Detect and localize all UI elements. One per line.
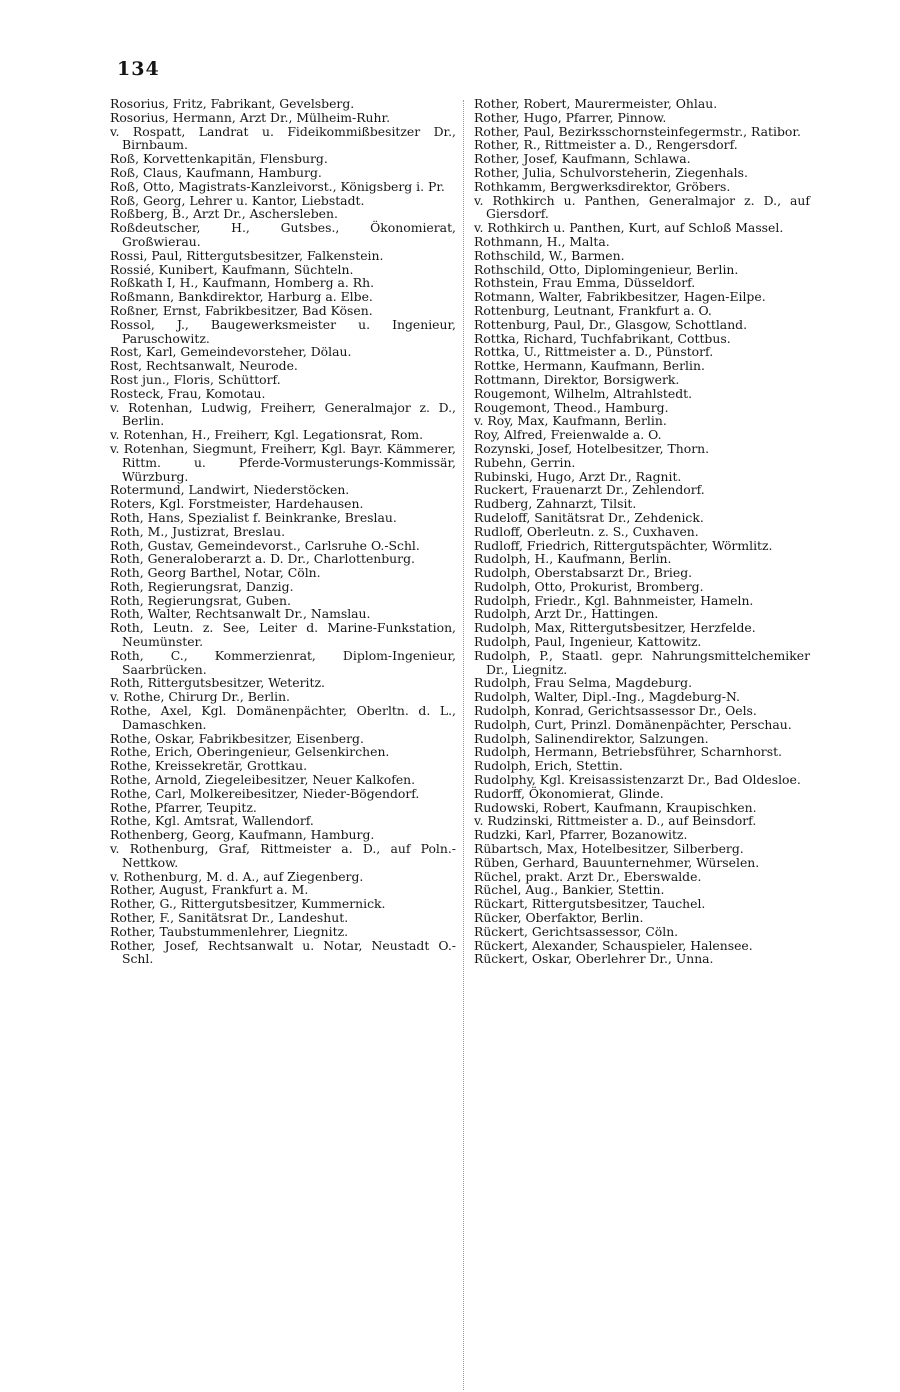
directory-entry: Rossol, J., Baugewerksmeister u. Ingenieur, Paruschowitz. — [110, 316, 456, 346]
directory-entry: Rudolph, Curt, Prinzl. Domänenpächter, Perschau. — [474, 716, 792, 732]
directory-entry: Rother, Taubstummenlehrer, Liegnitz. — [110, 923, 349, 939]
directory-entry: Rudolph, H., Kaufmann, Berlin. — [474, 551, 672, 567]
directory-entry: Roßberg, B., Arzt Dr., Aschersleben. — [110, 206, 338, 222]
directory-entry: Rother, Josef, Rechtsanwalt u. Notar, Neustadt O.-Schl. — [110, 937, 456, 967]
directory-entry: Roßkath I, H., Kaufmann, Homberg a. Rh. — [110, 275, 375, 291]
directory-entry: Rothschild, Otto, Diplomingenieur, Berlin. — [474, 261, 739, 277]
directory-entry: Rotermund, Landwirt, Niederstöcken. — [110, 482, 350, 498]
directory-entry: Rückert, Oskar, Oberlehrer Dr., Unna. — [474, 951, 714, 967]
directory-entry: v. Roy, Max, Kaufmann, Berlin. — [474, 413, 667, 429]
directory-entry: Rubehn, Gerrin. — [474, 454, 576, 470]
directory-entry: Rückert, Alexander, Schauspieler, Halensee. — [474, 937, 753, 953]
directory-entry: Roth, M., Justizrat, Breslau. — [110, 523, 286, 539]
directory-entry: v. Rospatt, Landrat u. Fideikommißbesitzer Dr., Birnbaum. — [110, 123, 456, 153]
directory-entry: Rother, Paul, Bezirksschornsteinfegermstr., Ratibor. — [474, 123, 801, 139]
directory-entry: Rossi, Paul, Rittergutsbesitzer, Falkenstein. — [110, 247, 384, 263]
directory-entry: Rotmann, Walter, Fabrikbesitzer, Hagen-Eilpe. — [474, 289, 766, 305]
directory-entry: v. Rothe, Chirurg Dr., Berlin. — [110, 689, 291, 705]
directory-entry: Rougemont, Wilhelm, Altrahlstedt. — [474, 385, 693, 401]
directory-entry: Rother, Hugo, Pfarrer, Pinnow. — [474, 109, 667, 125]
directory-entry: Rost, Karl, Gemeindevorsteher, Dölau. — [110, 344, 352, 360]
directory-entry: Rother, G., Rittergutsbesitzer, Kummernick. — [110, 896, 386, 912]
directory-entry: Rudzki, Karl, Pfarrer, Bozanowitz. — [474, 827, 688, 843]
directory-entry: Rother, F., Sanitätsrat Dr., Landeshut. — [110, 910, 349, 926]
directory-entry: Rothe, Erich, Oberingenieur, Gelsenkirchen. — [110, 744, 390, 760]
directory-entry: Rudloff, Friedrich, Rittergutspächter, Wörmlitz. — [474, 537, 773, 553]
directory-entry: Rüben, Gerhard, Bauunternehmer, Würselen. — [474, 854, 760, 870]
directory-entry: v. Rotenhan, Ludwig, Freiherr, Generalmajor z. D., Berlin. — [110, 399, 456, 429]
directory-entry: Rüchel, Aug., Bankier, Stettin. — [474, 882, 665, 898]
directory-entry: Roth, Rittergutsbesitzer, Weteritz. — [110, 675, 325, 691]
directory-entry: Roßmann, Bankdirektor, Harburg a. Elbe. — [110, 289, 373, 305]
directory-entry: Rosteck, Frau, Komotau. — [110, 385, 266, 401]
directory-entry: Rudolph, Arzt Dr., Hattingen. — [474, 606, 659, 622]
directory-entry: Rothstein, Frau Emma, Düsseldorf. — [474, 275, 696, 291]
directory-entry: Rückert, Gerichtsassessor, Cöln. — [474, 923, 679, 939]
directory-entry: Roth, Walter, Rechtsanwalt Dr., Namslau. — [110, 606, 371, 622]
directory-entry: Roßner, Ernst, Fabrikbesitzer, Bad Kösen. — [110, 302, 373, 318]
directory-entry: Rudolph, Oberstabsarzt Dr., Brieg. — [474, 565, 693, 581]
directory-entry: Rozynski, Josef, Hotelbesitzer, Thorn. — [474, 440, 710, 456]
directory-entry: Rudolph, Hermann, Betriebsführer, Scharnhorst. — [474, 744, 782, 760]
directory-entry: Rothe, Carl, Molkereibesitzer, Nieder-Bögendorf. — [110, 785, 420, 801]
directory-entry: v. Rothenburg, M. d. A., auf Ziegenberg. — [110, 868, 364, 884]
directory-entry: Roth, Gustav, Gemeindevorst., Carlsruhe O.-Schl. — [110, 537, 420, 553]
directory-entry: Roß, Korvettenkapitän, Flensburg. — [110, 151, 328, 167]
directory-entry: Rougemont, Theod., Hamburg. — [474, 399, 669, 415]
column-divider — [463, 100, 465, 1390]
directory-entry: Rübartsch, Max, Hotelbesitzer, Silberberg. — [474, 841, 744, 857]
directory-entry: Rudolph, Max, Rittergutsbesitzer, Herzfelde. — [474, 620, 756, 636]
directory-entry: v. Rotenhan, H., Freiherr, Kgl. Legationsrat, Rom. — [110, 427, 424, 443]
directory-entry: Rother, Robert, Maurermeister, Ohlau. — [474, 96, 718, 111]
directory-entry: Rother, Josef, Kaufmann, Schlawa. — [474, 151, 691, 167]
directory-entry: Roßdeutscher, H., Gutsbes., Ökonomierat, Großwierau. — [110, 220, 456, 249]
directory-entry: Rothe, Oskar, Fabrikbesitzer, Eisenberg. — [110, 730, 364, 746]
directory-entry: Rottenburg, Paul, Dr., Glasgow, Schottland. — [474, 316, 748, 332]
directory-entry: Rothe, Pfarrer, Teupitz. — [110, 799, 257, 815]
directory-entry: v. Rothenburg, Graf, Rittmeister a. D., auf Poln.-Nettkow. — [110, 841, 456, 870]
left-column — [110, 97, 456, 966]
directory-entry: Rudeloff, Sanitätsrat Dr., Zehdenick. — [474, 509, 704, 525]
page-number: 134 — [117, 58, 160, 80]
directory-entry: Roth, C., Kommerzienrat, Diplom-Ingenieur, Saarbrücken. — [110, 647, 456, 677]
directory-entry: Roß, Otto, Magistrats-Kanzleivorst., Königsberg i. Pr. — [110, 178, 445, 194]
directory-entry: Roß, Claus, Kaufmann, Hamburg. — [110, 164, 322, 180]
directory-entry: Rudolph, P., Staatl. gepr. Nahrungsmittelchemiker Dr., Liegnitz. — [474, 647, 810, 677]
directory-entry: Rudorff, Ökonomierat, Glinde. — [474, 785, 664, 801]
directory-entry: Rudolph, Walter, Dipl.-Ing., Magdeburg-N. — [474, 689, 740, 705]
directory-entry: Roth, Regierungsrat, Danzig. — [110, 578, 294, 594]
directory-entry: v. Rothkirch u. Panthen, Kurt, auf Schloß Massel. — [474, 220, 784, 236]
directory-entry: Roth, Leutn. z. See, Leiter d. Marine-Funkstation, Neumünster. — [110, 620, 456, 650]
directory-entry: Rudloff, Oberleutn. z. S., Cuxhaven. — [474, 523, 699, 539]
directory-entry: Rottenburg, Leutnant, Frankfurt a. O. — [474, 302, 712, 318]
directory-entry: Rottke, Hermann, Kaufmann, Berlin. — [474, 358, 705, 374]
directory-entry: v. Rotenhan, Siegmunt, Freiherr, Kgl. Bayr. Kämmerer, Rittm. u. Pferde-Vormusterungs-Kommissär, Würzburg. — [110, 440, 456, 484]
directory-entry: v. Rothkirch u. Panthen, Generalmajor z. D., auf Giersdorf. — [474, 192, 810, 222]
directory-entry: Rosorius, Hermann, Arzt Dr., Mülheim-Ruhr. — [110, 109, 391, 125]
directory-entry: Rudolphy, Kgl. Kreisassistenzarzt Dr., Bad Oldesloe. — [474, 772, 801, 788]
directory-entry: Rothe, Arnold, Ziegeleibesitzer, Neuer Kalkofen. — [110, 772, 416, 788]
directory-entry: Roters, Kgl. Forstmeister, Hardehausen. — [110, 496, 364, 512]
directory-entry: Rothe, Kgl. Amtsrat, Wallendorf. — [110, 813, 314, 829]
directory-entry: Roth, Generaloberarzt a. D. Dr., Charlottenburg. — [110, 551, 415, 567]
directory-entry: Ruckert, Frauenarzt Dr., Zehlendorf. — [474, 482, 705, 498]
directory-entry: Rost, Rechtsanwalt, Neurode. — [110, 358, 298, 374]
directory-entry: Rücker, Oberfaktor, Berlin. — [474, 910, 644, 926]
directory-entry: Rost jun., Floris, Schüttorf. — [110, 371, 281, 387]
directory-entry: Rosorius, Fritz, Fabrikant, Gevelsberg. — [110, 96, 355, 111]
directory-entry: Rudolph, Salinendirektor, Salzungen. — [474, 730, 709, 746]
directory-entry: Rudberg, Zahnarzt, Tilsit. — [474, 496, 637, 512]
directory-entry: Rother, R., Rittmeister a. D., Rengersdorf. — [474, 137, 738, 153]
directory-entry: Rothkamm, Bergwerksdirektor, Gröbers. — [474, 178, 731, 194]
directory-entry: Rudolph, Otto, Prokurist, Bromberg. — [474, 578, 704, 594]
directory-entry: Rother, August, Frankfurt a. M. — [110, 882, 309, 898]
directory-entry: Rothmann, H., Malta. — [474, 233, 610, 249]
directory-entry: Rottka, Richard, Tuchfabrikant, Cottbus. — [474, 330, 731, 346]
directory-entry: Rudolph, Frau Selma, Magdeburg. — [474, 675, 693, 691]
directory-entry: Roth, Hans, Spezialist f. Beinkranke, Breslau. — [110, 509, 397, 525]
directory-entry: Rottka, U., Rittmeister a. D., Pünstorf. — [474, 344, 714, 360]
directory-entry: Rudolph, Paul, Ingenieur, Kattowitz. — [474, 634, 702, 650]
directory-entry: Rothschild, W., Barmen. — [474, 247, 625, 263]
directory-entry: Roß, Georg, Lehrer u. Kantor, Liebstadt. — [110, 192, 365, 208]
directory-entry: Rothe, Axel, Kgl. Domänenpächter, Oberltn. d. L., Damaschken. — [110, 703, 456, 732]
directory-entry: Roth, Regierungsrat, Guben. — [110, 592, 291, 608]
directory-entry: Rother, Julia, Schulvorsteherin, Ziegenhals. — [474, 164, 748, 180]
directory-entry: Rothe, Kreissekretär, Grottkau. — [110, 758, 308, 774]
directory-entry: Rothenberg, Georg, Kaufmann, Hamburg. — [110, 827, 375, 843]
directory-entry: Rubinski, Hugo, Arzt Dr., Ragnit. — [474, 468, 682, 484]
directory-entry: v. Rudzinski, Rittmeister a. D., auf Beinsdorf. — [474, 813, 757, 829]
directory-entry: Rudowski, Robert, Kaufmann, Kraupischken. — [474, 799, 757, 815]
directory-entry: Rudolph, Erich, Stettin. — [474, 758, 623, 774]
directory-entry: Roth, Georg Barthel, Notar, Cöln. — [110, 565, 321, 581]
directory-entry: Rudolph, Konrad, Gerichtsassessor Dr., Oels. — [474, 703, 757, 719]
right-column — [474, 97, 810, 966]
directory-entry: Rückart, Rittergutsbesitzer, Tauchel. — [474, 896, 706, 912]
directory-entry: Roy, Alfred, Freienwalde a. O. — [474, 427, 662, 443]
directory-entry: Rudolph, Friedr., Kgl. Bahnmeister, Hameln. — [474, 592, 754, 608]
directory-entry: Rossié, Kunibert, Kaufmann, Süchteln. — [110, 261, 354, 277]
directory-entry: Rüchel, prakt. Arzt Dr., Eberswalde. — [474, 868, 702, 884]
directory-entry: Rottmann, Direktor, Borsigwerk. — [474, 371, 680, 387]
